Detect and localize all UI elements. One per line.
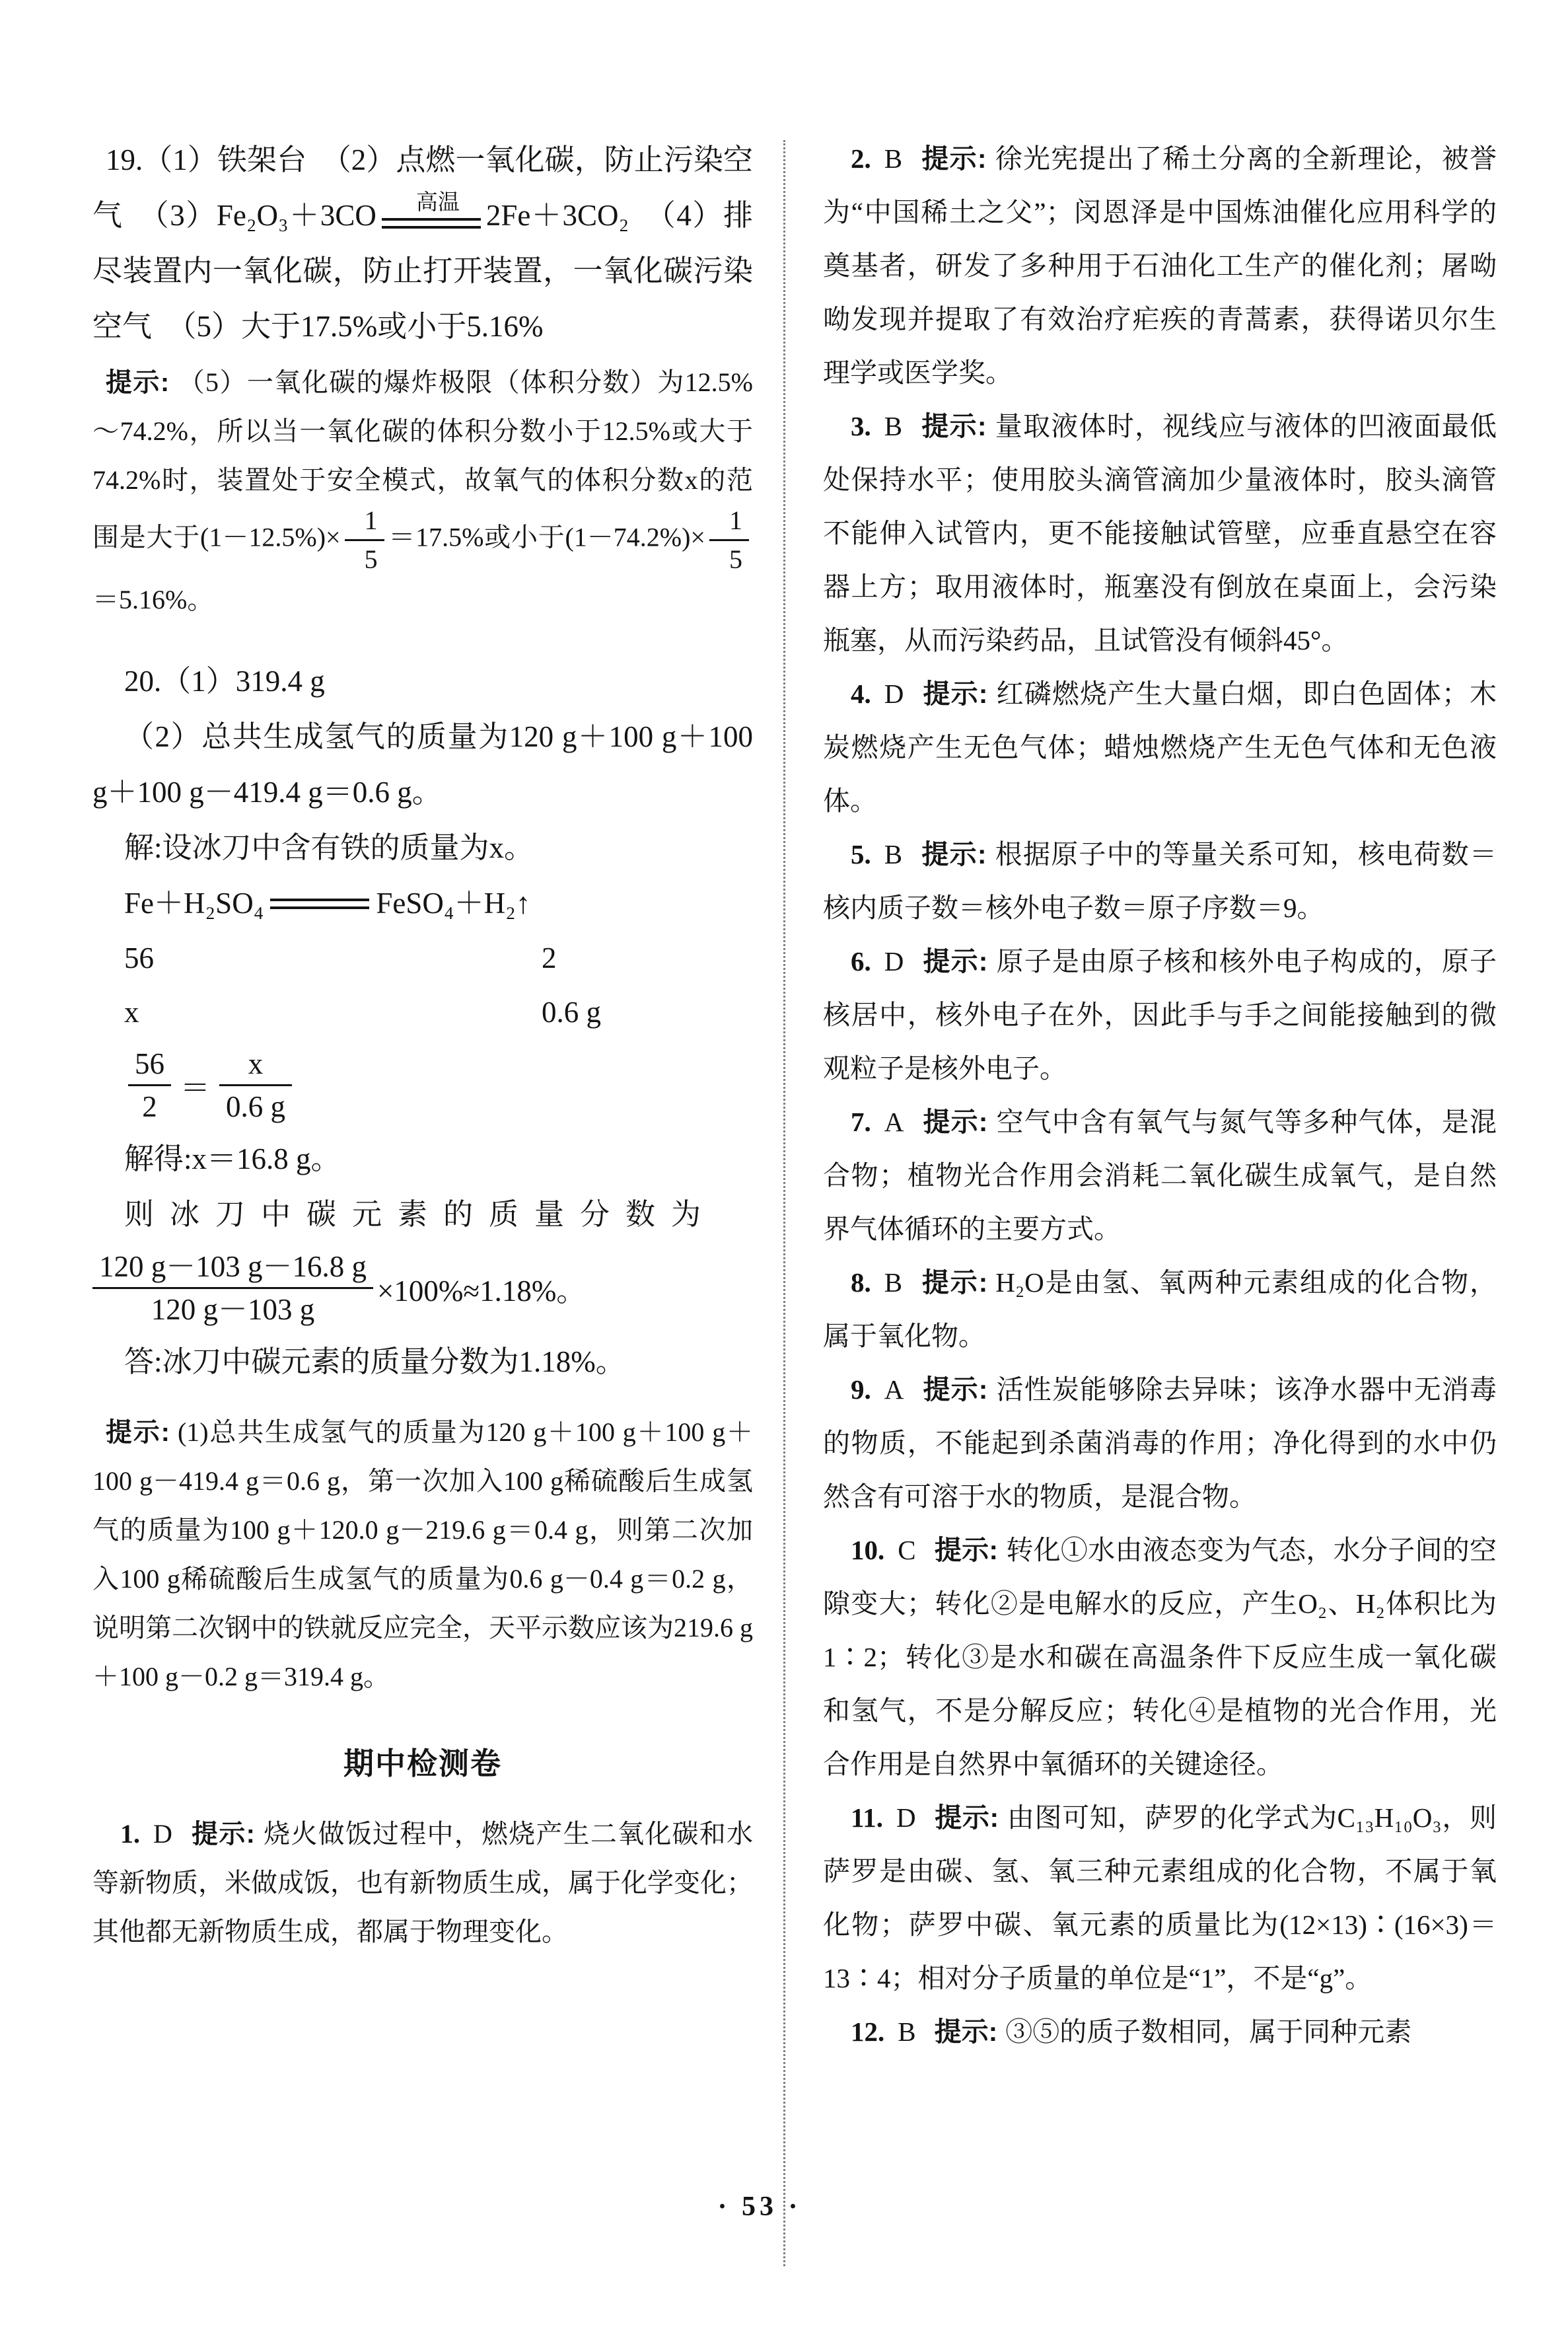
column-divider (783, 140, 785, 2266)
molar-mass-fe: 56 (124, 941, 154, 975)
answer-item-6 (823, 935, 1497, 1095)
hint-text: 由图可知，萨罗的化学式为C₁₃H₁₀O₃，则萨罗是由碳、氢、氧三种元素组成的化合物，不属于氧化物；萨罗中碳、氧元素的质量比为(12×13)∶(16×3)＝13∶4；相对分子质量的单位是“1”，不是“g”。 (823, 1802, 1497, 1993)
question-number: 5. (851, 839, 871, 869)
fraction-numerator: 1 (729, 505, 742, 535)
answer-letter: B (884, 411, 903, 441)
fraction-denominator: 5 (709, 539, 749, 575)
proportion-table (92, 931, 753, 1039)
ratio-equation (92, 1046, 753, 1125)
hint-19-text-1: （5）一氧化碳的爆炸极限（体积分数）为12.5%～74.2%，所以当一氧化碳的体积分数小于12.5%或大于74.2%时，装置处于安全模式，故氧气的体积分数x的范围是大于(1－12.5%)× (92, 367, 753, 552)
hint-text: 量取液体时，视线应与液体的凹液面最低处保持水平；使用胶头滴管滴加少量液体时，胶头滴管不能伸入试管内，更不能接触试管壁，应垂直悬空在容器上方；取用液体时，瓶塞没有倒放在桌面上，会污染瓶塞，从而污染药品，且试管没有倾斜45°。 (823, 411, 1497, 655)
fraction-numerator: x (248, 1047, 264, 1080)
answer-19 (92, 132, 753, 354)
hint-text: H₂O是由氢、氧两种元素组成的化合物，属于氧化物。 (823, 1267, 1497, 1351)
hint-text: 空气中含有氧气与氮气等多种气体，是混合物；植物光合作用会消耗二氧化碳生成氧气，是自然界气体循环的主要方式。 (823, 1107, 1497, 1244)
page-number: · 53 · (717, 2192, 802, 2222)
answer-letter: D (153, 1819, 172, 1849)
fraction-56-over-2 (128, 1046, 171, 1125)
fraction-denominator: 2 (128, 1084, 171, 1125)
answer-20-fraction-intro: 则冰刀中碳元素的质量分数为 (124, 1198, 717, 1231)
question-number: 9. (851, 1374, 871, 1405)
hint-text: 原子是由原子核和核外电子构成的，原子核居中，核外电子在外，因此手与手之间能接触到的微观粒子是核外电子。 (823, 946, 1497, 1084)
question-number: 4. (851, 679, 871, 709)
fraction-numerator: 1 (364, 505, 378, 535)
hint-label: 提示: (921, 1267, 988, 1298)
question-number: 10. (851, 1535, 885, 1565)
hint-label: 提示: (921, 839, 987, 869)
question-number: 1. (120, 1819, 140, 1849)
hint-label: 提示: (921, 411, 987, 441)
answer-20-final: 答:冰刀中碳元素的质量分数为1.18%。 (124, 1345, 625, 1378)
answer-letter: B (884, 1267, 903, 1298)
chemical-equation (92, 875, 753, 931)
fraction-x-over-0.6g (219, 1046, 292, 1125)
answer-item-2 (823, 132, 1497, 400)
equals-sign: ＝ (180, 1072, 211, 1105)
hint-20-text: (1)总共生成氢气的质量为120 g＋100 g＋100 g＋100 g－419.4 g＝0.6 g，第一次加入100 g稀硫酸后生成氢气的质量为100 g＋120.0 g－219.6 g＝0.4 g，则第二次加入100 g稀硫酸后生成氢气的质量为0.6 g－0.4 g＝0.2 g，说明第二次钢中的铁就反应完全，天平示数应该为219.6 g＋100 g－0.2 g＝319.4 g。 (92, 1417, 754, 1691)
hint-label: 提示: (934, 1535, 999, 1565)
mass-fraction-result: ×100%≈1.18%。 (377, 1274, 587, 1308)
equation-left-side: Fe＋H₂SO₄ (124, 887, 264, 920)
answer-letter: D (884, 679, 904, 709)
answer-item-7 (823, 1095, 1497, 1256)
answer-letter: D (884, 946, 904, 977)
answer-letter: A (884, 1374, 904, 1405)
hint-label: 提示: (190, 1820, 255, 1849)
hint-text: 活性炭能够除去异味；该净水器中无消毒的物质，不能起到杀菌消毒的作用；净化得到的水中仍然含有可溶于水的物质，是混合物。 (823, 1374, 1497, 1512)
fraction-numerator: 120 g－103 g－16.8 g (99, 1250, 367, 1283)
answer-20-solve-intro: 解:设冰刀中含有铁的质量为x。 (124, 831, 534, 864)
hint-text: ③⑤的质子数相同，属于同种元素 (1005, 2016, 1412, 2047)
answer-19-part1: 19.（1）铁架台 （2）点燃一氧化碳，防止污染空气 （3）Fe₂O₃＋3CO (92, 143, 753, 232)
hint-label: 提示: (921, 143, 987, 174)
fraction-denominator: 120 g－103 g (92, 1287, 373, 1327)
right-column (823, 132, 1497, 2059)
hint-label: 提示: (106, 1418, 170, 1447)
question-number: 12. (851, 2016, 885, 2047)
double-line-equals-icon (270, 899, 369, 909)
unknown-x: x (124, 996, 139, 1029)
hint-text: 红磷燃烧产生大量白烟，即白色固体；木炭燃烧产生无色气体；蜡烛燃烧产生无色气体和无色液体。 (823, 679, 1497, 816)
answer-letter: B (884, 143, 903, 174)
answer-item-8 (823, 1256, 1497, 1363)
hint-label: 提示: (922, 946, 988, 977)
hint-label: 提示: (934, 1802, 999, 1833)
condition-high-temperature: 高温 (415, 189, 460, 214)
answer-letter: B (898, 2016, 916, 2047)
answer-19-part2: 2Fe＋3CO₂ （4）排尽装置内一氧化碳，防止打开装置，一氧化碳污染空气 （5）大于17.5%或小于5.16% (92, 199, 753, 343)
fraction-denominator: 0.6 g (219, 1084, 292, 1125)
fraction-one-fifth (709, 505, 749, 575)
answer-item-4 (823, 667, 1497, 828)
answer-item-3 (823, 400, 1497, 667)
double-line-equals-icon (382, 218, 481, 229)
hydrogen-mass: 0.6 g (542, 996, 601, 1029)
hint-label: 提示: (922, 679, 988, 709)
question-number: 2. (851, 143, 871, 174)
answer-20-line2: （2）总共生成氢气的质量为120 g＋100 g＋100 g＋100 g－419.4 g＝0.6 g。 (92, 720, 753, 809)
hint-label: 提示: (106, 368, 170, 397)
hint-19-text-2: ＝17.5%或小于(1－74.2%)× (388, 522, 705, 552)
question-number: 3. (851, 411, 871, 441)
question-number: 6. (851, 946, 871, 977)
answer-letter: B (884, 839, 903, 869)
answer-20-line1: 20.（1）319.4 g (124, 665, 325, 698)
answer-letter: C (898, 1535, 916, 1565)
answer-letter: D (896, 1802, 916, 1833)
question-number: 8. (851, 1267, 871, 1298)
hint-20 (92, 1408, 753, 1701)
hint-text: 徐光宪提出了稀土分离的全新理论，被誉为“中国稀土之父”；闵恩泽是中国炼油催化应用科学的奠基者，研发了多种用于石油化工生产的催化剂；屠呦呦发现并提取了有效治疗疟疾的青蒿素，获得诺贝尔生理学或医学奖。 (823, 143, 1497, 388)
answer-item-11 (823, 1791, 1497, 2005)
answer-item-12 (823, 2005, 1497, 2059)
mass-fraction (92, 1249, 373, 1327)
reaction-condition-equals (382, 190, 481, 229)
molar-mass-h2: 2 (542, 941, 557, 975)
answer-item-1 (92, 1810, 753, 1956)
hint-label: 提示: (934, 2016, 998, 2047)
left-column (92, 132, 753, 1956)
fraction-numerator: 56 (135, 1047, 164, 1080)
question-number: 7. (851, 1107, 871, 1137)
equation-right-side: FeSO₄＋H₂↑ (376, 887, 531, 920)
mass-fraction-equation (92, 1249, 753, 1327)
answer-item-5 (823, 828, 1497, 935)
answer-item-9 (823, 1363, 1497, 1524)
hint-label: 提示: (922, 1374, 988, 1405)
answer-letter: A (884, 1107, 904, 1137)
proportion-row (124, 931, 753, 985)
hint-text: 烧火做饭过程中，燃烧产生二氧化碳和水等新物质，米做成饭，也有新物质生成，属于化学变化；其他都无新物质生成，都属于物理变化。 (92, 1819, 754, 1946)
hint-19-text-3: ＝5.16%。 (92, 585, 214, 614)
answer-20-solve-result: 解得:x＝16.8 g。 (124, 1142, 341, 1175)
question-number: 11. (851, 1802, 883, 1833)
proportion-row (124, 985, 753, 1039)
section-title-midterm-test: 期中检测卷 (343, 1746, 502, 1781)
fraction-one-fifth (345, 505, 384, 575)
hint-19 (92, 358, 753, 624)
fraction-denominator: 5 (345, 539, 384, 575)
answer-item-10 (823, 1524, 1497, 1791)
hint-label: 提示: (922, 1107, 988, 1137)
hint-text: 转化①水由液态变为气态，水分子间的空隙变大；转化②是电解水的反应，产生O₂、H₂体积比为1∶2；转化③是水和碳在高温条件下反应生成一氧化碳和氢气，不是分解反应；转化④是植物的光合作用，光合作用是自然界中氧循环的关键途径。 (823, 1535, 1497, 1779)
hint-text: 根据原子中的等量关系可知，核电荷数＝核内质子数＝核外电子数＝原子序数＝9。 (823, 839, 1497, 923)
